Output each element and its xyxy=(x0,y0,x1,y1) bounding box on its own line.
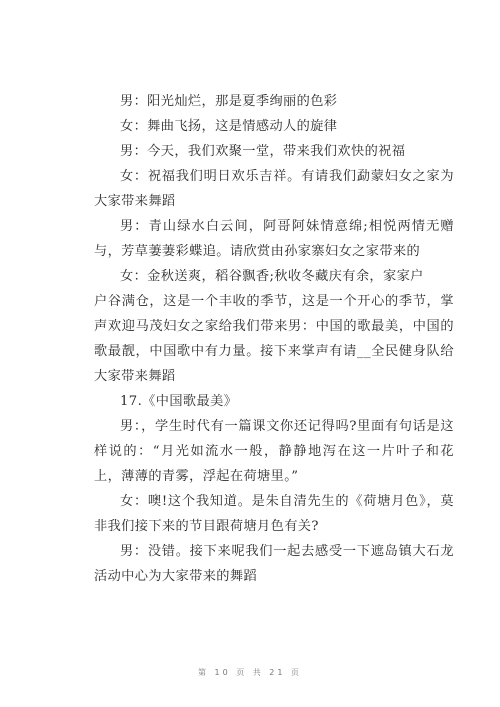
paragraph: 户谷满仓，这是一个丰收的季节，这是一个开心的季节，掌声欢迎马茂妇女之家给我们带来男：中国的歌最美，中国的歌最靓，中国歌中有力量。接下来掌声有请__全民健身队给大家带来舞蹈 xyxy=(94,294,454,384)
paragraph: 男：没错。接下来呢我们一起去感受一下遮岛镇大石龙活动中心为大家带来的舞蹈 xyxy=(94,544,454,584)
paragraph: 男：，学生时代有一篇课文你还记得吗?里面有句话是这样说的：“月光如流水一般，静静地泻在这一片叶子和花上，薄薄的青雾，浮起在荷塘里。” xyxy=(94,419,454,484)
paragraph: 男：阳光灿烂，那是夏季绚丽的色彩 xyxy=(120,94,338,109)
paragraph: 女：金秋送爽，稻谷飘香;秋收冬藏庆有余，家家户 xyxy=(120,269,424,284)
paragraph: 女：噢!这个我知道。是朱自清先生的《荷塘月色》，莫非我们接下来的节目跟荷塘月色有关? xyxy=(94,494,454,534)
paragraph: 女：祝福我们明日欢乐吉祥。有请我们勐蒙妇女之家为大家带来舞蹈 xyxy=(94,169,454,209)
paragraph: 男：今天，我们欢聚一堂，带来我们欢快的祝福 xyxy=(120,144,406,159)
page-number-footer: 第 10 页 共 21 页 xyxy=(197,668,303,677)
section-heading: 17.《中国歌最美》 xyxy=(120,394,238,409)
paragraph: 男：青山绿水白云间，阿哥阿妹情意绵;相悦两情无赠与，芳草萋萋彩蝶追。请欣赏由孙家寨妇女之家带来的 xyxy=(94,219,454,259)
document-body xyxy=(94,89,454,589)
paragraph: 女：舞曲飞扬，这是情感动人的旋律 xyxy=(120,119,338,134)
